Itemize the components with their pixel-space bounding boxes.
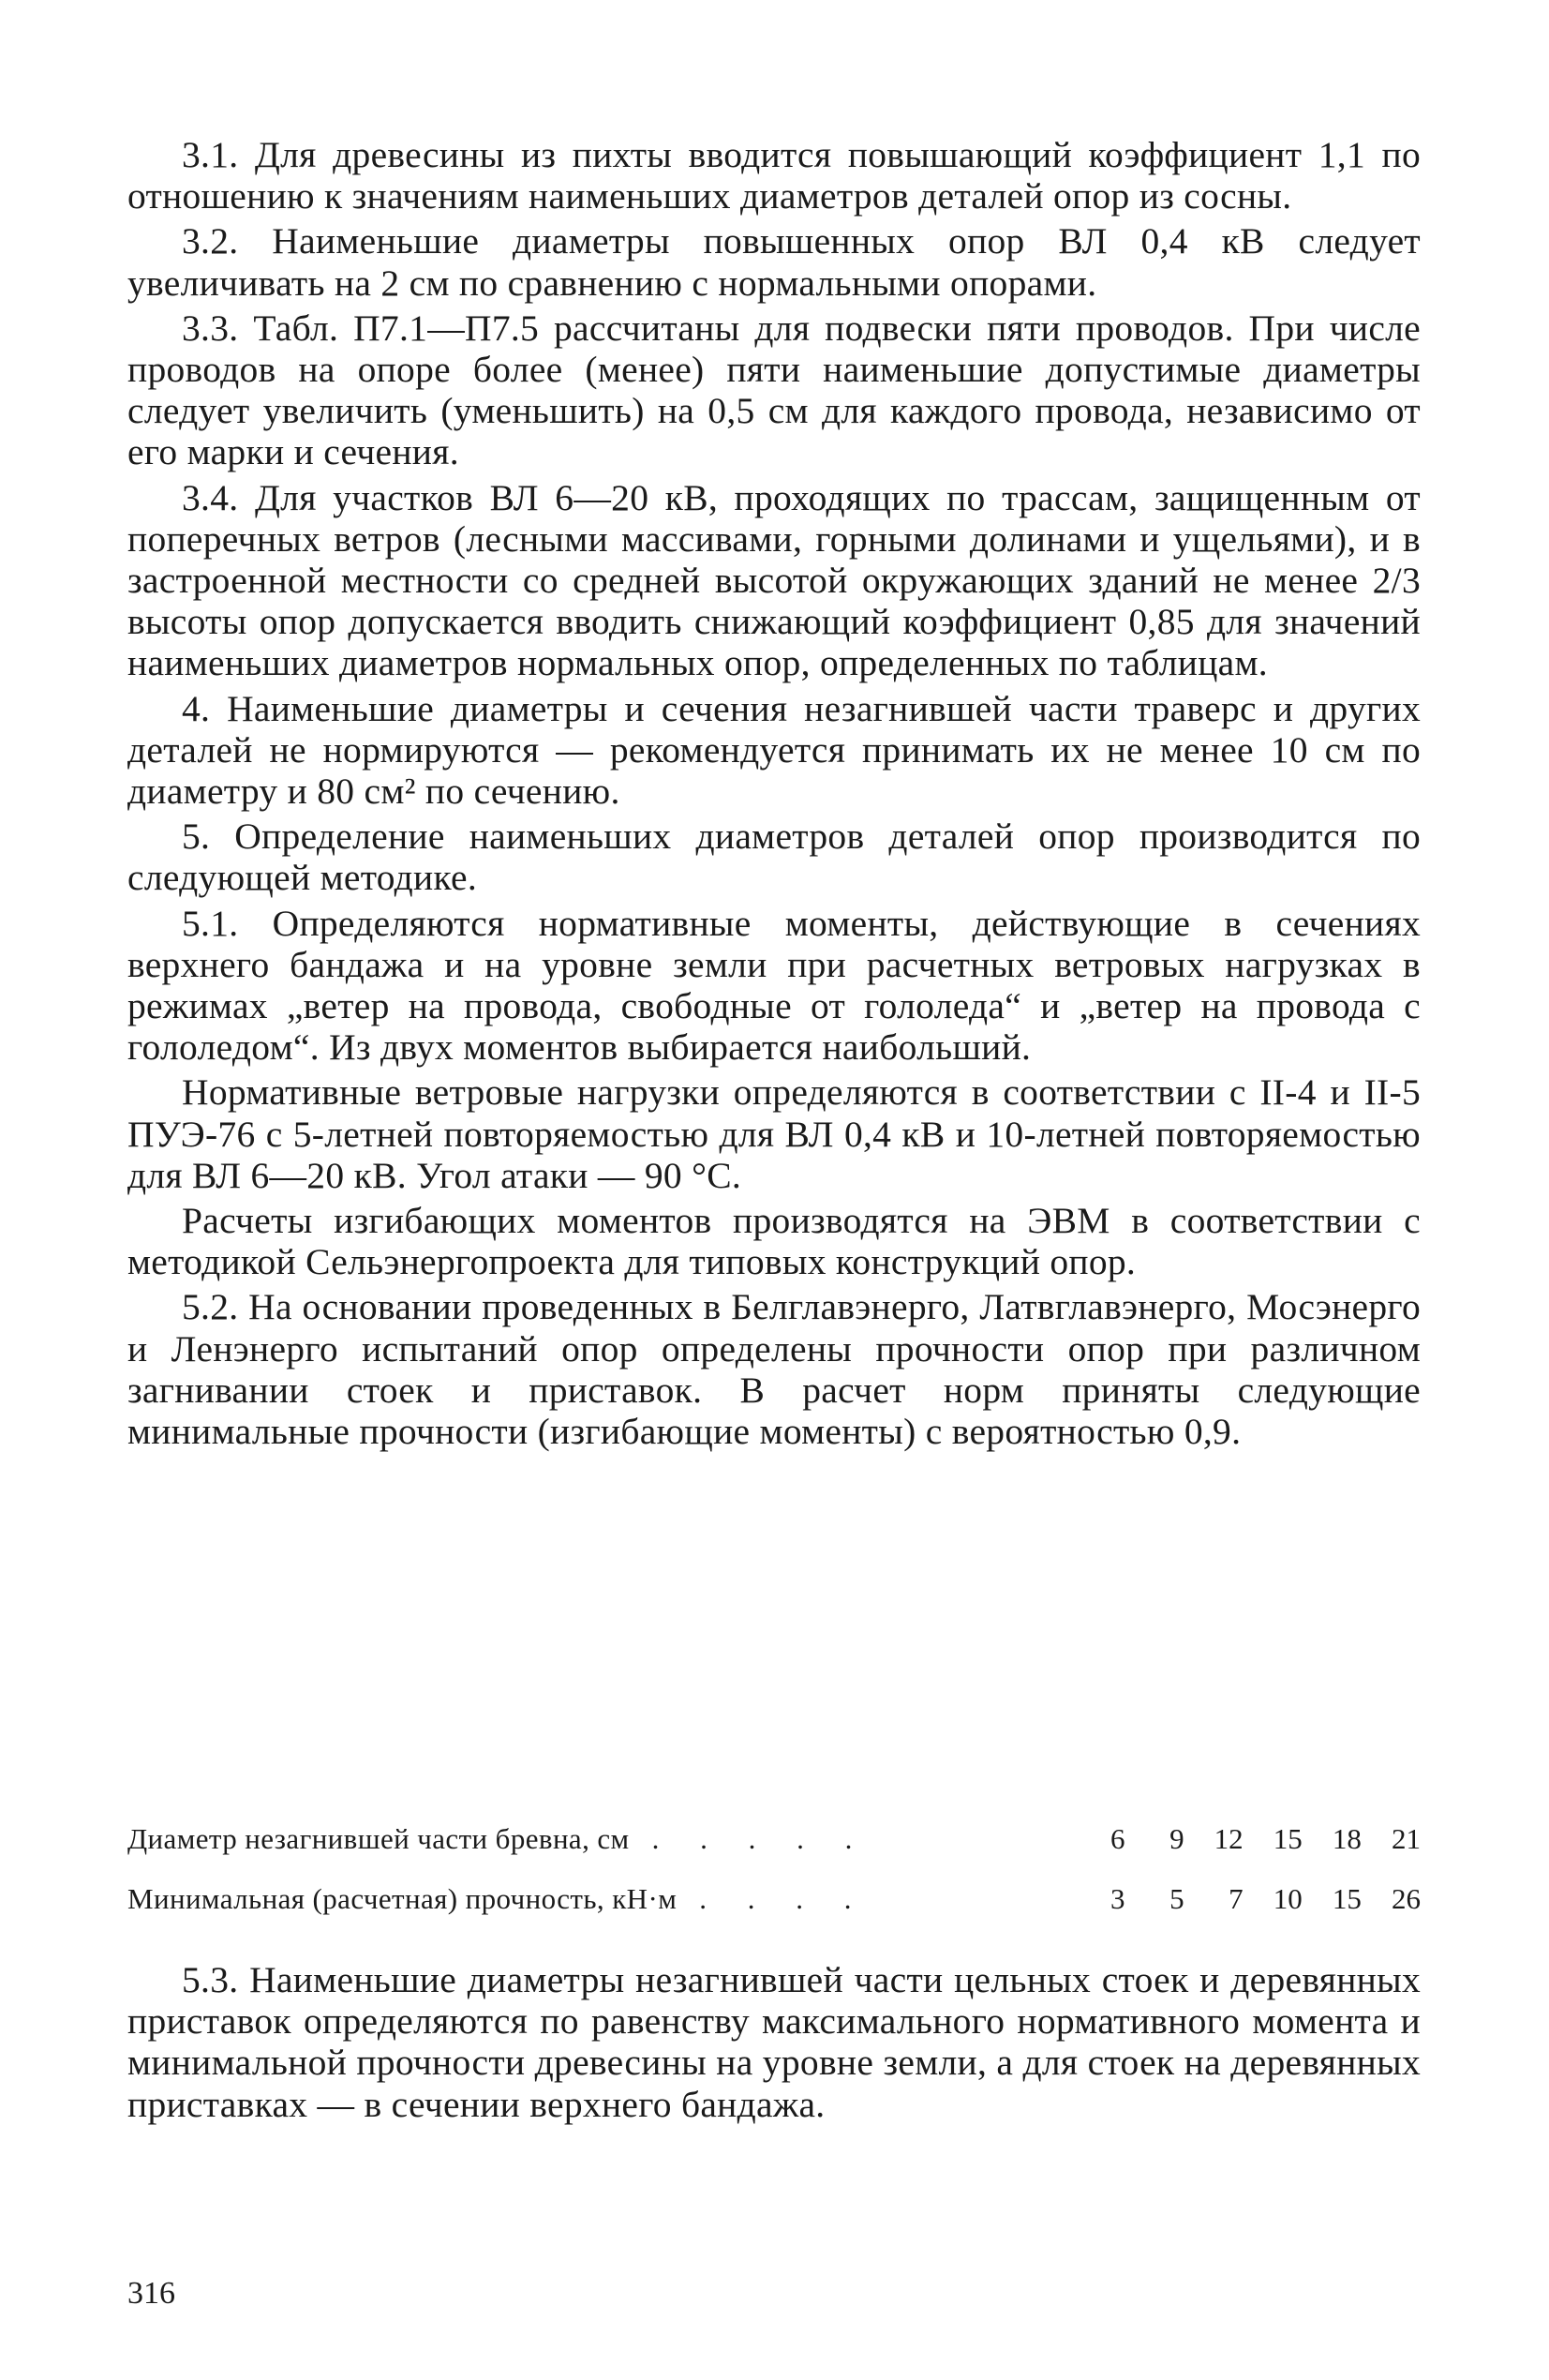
body-text-bottom — [127, 1959, 1421, 2129]
paragraph-3-2: 3.2. Наименьшие диаметры повышенных опор ВЛ 0,4 кВ следует увеличивать на 2 см по сравнению с нормальными опорами. — [127, 220, 1421, 304]
table-cell: 21 — [1392, 1822, 1421, 1855]
table-cell: 18 — [1332, 1822, 1362, 1855]
table-cell: 26 — [1392, 1882, 1421, 1915]
page-number: 316 — [127, 2276, 175, 2311]
paragraph-3-3: 3.3. Табл. П7.1—П7.5 рассчитаны для подвески пяти проводов. При числе проводов на опоре более (менее) пяти наименьшие допустимые диаметры следует увеличить (уменьшить) на 0,5 см для каждого провода, независимо от его марки и сечения. — [127, 307, 1421, 473]
table-cell: 9 — [1169, 1822, 1184, 1855]
paragraph-calculations: Расчеты изгибающих моментов производятся на ЭВМ в соответствии с методикой Сельэнергопроекта для типовых конструкций опор. — [127, 1200, 1421, 1283]
leader-dots: . . . . . — [651, 1822, 870, 1855]
table-cell: 15 — [1332, 1882, 1362, 1915]
body-text-top — [127, 134, 1421, 1456]
table-cell: 3 — [1110, 1882, 1125, 1915]
paragraph-5-2: 5.2. На основании проведенных в Белглавэнерго, Латвглавэнерго, Мосэнерго и Ленэнерго испытаний опор определены прочности опор при различном загнивании стоек и приставок. В расчет норм приняты следующие минимальные прочности (изгибающие моменты) с вероятностью 0,9. — [127, 1286, 1421, 1453]
paragraph-3-4: 3.4. Для участков ВЛ 6—20 кВ, проходящих по трассам, защищенным от поперечных ветров (лесными массивами, горными долинами и ущельями), и в застроенной местности со средней высотой окружающих зданий не менее 2/3 высоты опор допускается вводить снижающий коэффициент 0,85 для значений наименьших диаметров нормальных опор, определенных по таблицам. — [127, 476, 1421, 684]
leader-dots: . . . . — [699, 1882, 869, 1915]
table-cell: 6 — [1110, 1822, 1125, 1855]
table-cell: 12 — [1214, 1822, 1244, 1855]
paragraph-5-1: 5.1. Определяются нормативные моменты, действующие в сечениях верхнего бандажа и на уровне земли при расчетных ветровых нагрузках в режимах „ветер на провода, свободные от гололеда“ и „ветер на провода с гололедом“. Из двух моментов выбирается наибольший. — [127, 902, 1421, 1069]
paragraph-3-1: 3.1. Для древесины из пихты вводится повышающий коэффициент 1,1 по отношению к значениям наименьших диаметров деталей опор из сосны. — [127, 134, 1421, 217]
paragraph-4: 4. Наименьшие диаметры и сечения незагнившей части траверс и других деталей не нормируются — рекомендуется принимать их не менее 10 см по диаметру и 80 см² по сечению. — [127, 687, 1421, 813]
paragraph-5-3: 5.3. Наименьшие диаметры незагнившей части цельных стоек и деревянных приставок определяются по равенству максимального нормативного момента и минимальной прочности древесины на уровне земли, а для стоек на деревянных приставках — в сечении верхнего бандажа. — [127, 1959, 1421, 2125]
row-label-strength: Минимальная (расчетная) прочность, кН·м . . . . — [127, 1882, 869, 1915]
table-cell: 10 — [1273, 1882, 1303, 1915]
table-cell: 5 — [1169, 1882, 1184, 1915]
paragraph-wind-loads: Нормативные ветровые нагрузки определяются в соответствии с II-4 и II-5 ПУЭ-76 с 5-летней повторяемостью для ВЛ 0,4 кВ и 10-летней повторяемостью для ВЛ 6—20 кВ. Угол атаки — 90 °С. — [127, 1071, 1421, 1196]
table-cell: 7 — [1229, 1882, 1244, 1915]
table-row-diameter — [127, 1809, 1421, 1869]
table-cell: 15 — [1273, 1822, 1303, 1855]
table-row-strength — [127, 1869, 1421, 1929]
strength-table — [127, 1809, 1421, 1929]
paragraph-5: 5. Определение наименьших диаметров деталей опор производится по следующей методике. — [127, 816, 1421, 899]
row-label-diameter: Диаметр незагнившей части бревна, см . . . . . — [127, 1822, 870, 1855]
